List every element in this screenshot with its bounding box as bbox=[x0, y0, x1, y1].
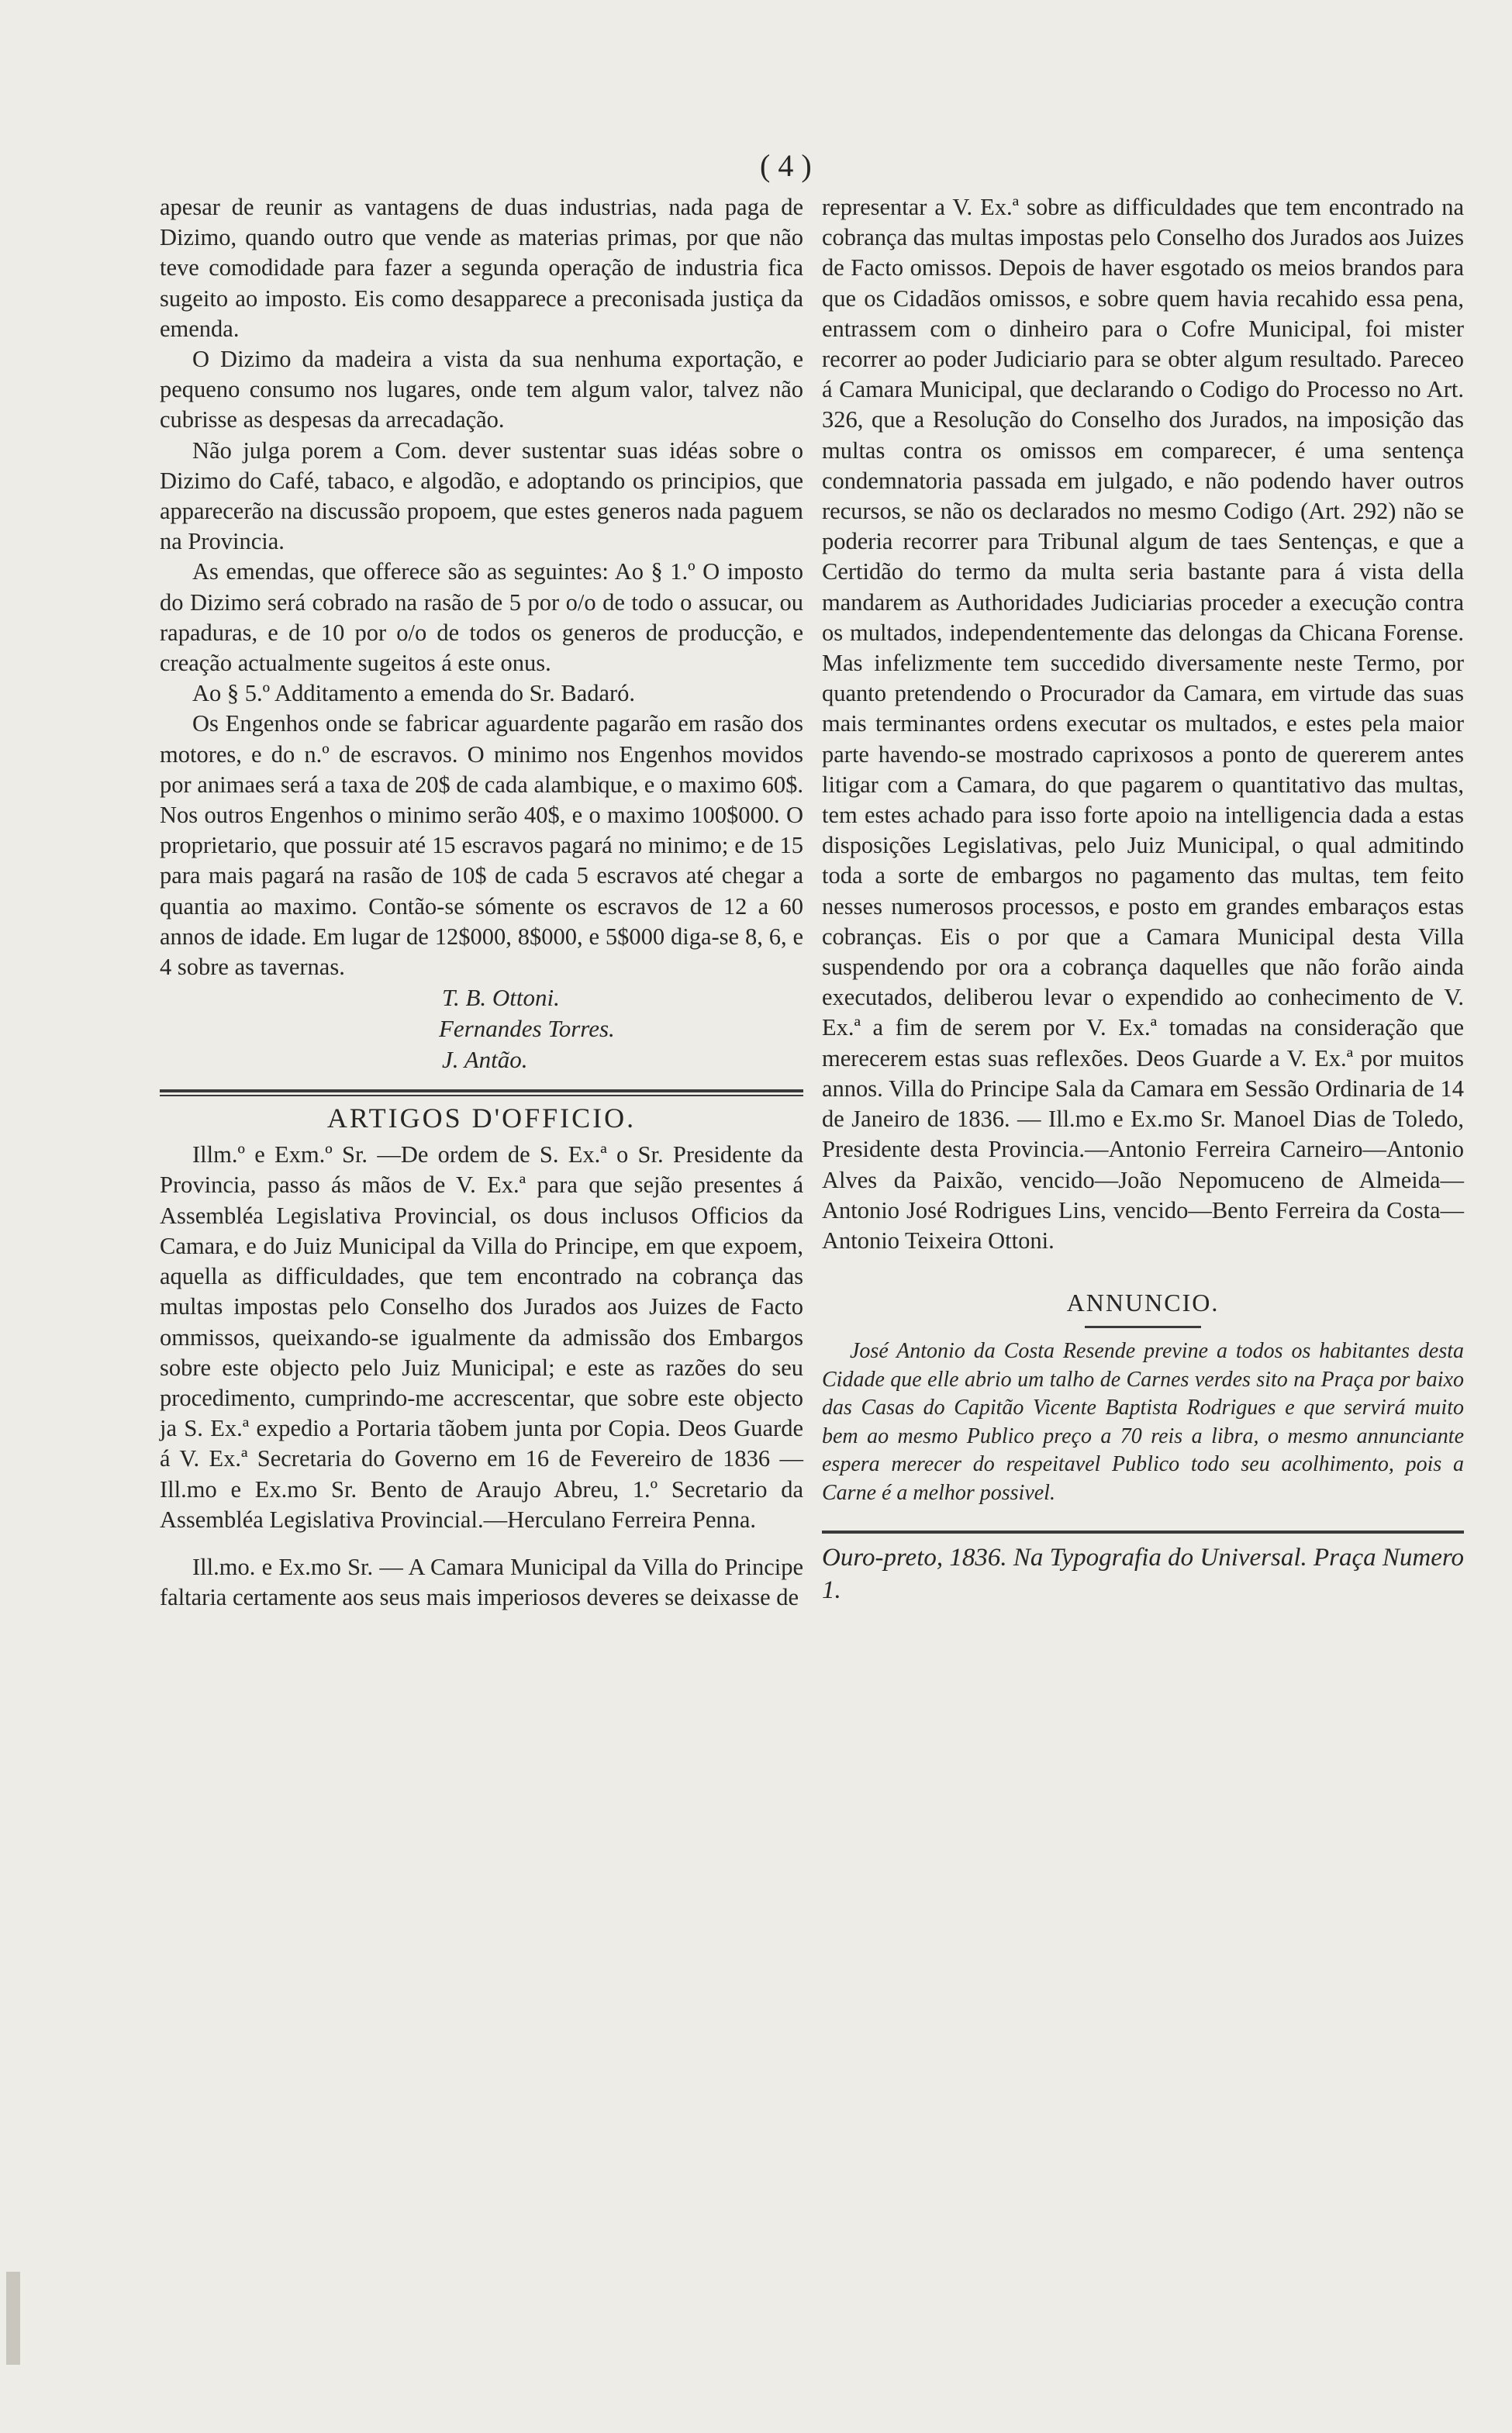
paragraph: apesar de reunir as vantagens de duas industrias, nada paga de Dizimo, quando outro que vende as materias primas, por que não teve comodidade para fazer a segunda operação de industria fica sugeito ao imposto. Eis como desapparece a preconisada justiça da emenda. bbox=[160, 194, 803, 342]
section-heading: ARTIGOS D'OFFICIO. bbox=[326, 1103, 637, 1134]
paragraph: Os Engenhos onde se fabricar aguardente pagarão em rasão dos motores, e do n.º de escravos. O minimo nos Engenhos movidos por animaes será a taxa de 20$ de cada alambique, e o maximo 60$. Nos outros Engenhos o minimo serão 40$, e o maximo 100$000. O proprietario, que possuir até 15 escravos pagará no minimo; e de 15 para mais pagará na rasão de 10$ de cada 5 escravos até chegar a quantia ao maximo. Contão-se sómente os escravos de 12 a 60 annos de idade. Em lugar de 12$000, 8$000, e 5$000 diga-se 8, 6, e 4 sobre as tavernas. bbox=[160, 710, 803, 981]
right-column bbox=[822, 192, 1464, 1606]
heading-rule bbox=[1085, 1326, 1201, 1328]
colophon: Ouro-preto, 1836. Na Typografia do Universal. Praça Numero 1. bbox=[822, 1531, 1464, 1606]
page-edge-stain bbox=[6, 2272, 20, 2365]
paragraph: Ao § 5.º Additamento a emenda do Sr. Badaró. bbox=[192, 680, 636, 707]
paragraph: Ill.mo. e Ex.mo Sr. — A Camara Municipal da Villa do Principe faltaria certamente aos seus mais imperiosos deveres se deixasse de bbox=[160, 1553, 803, 1611]
page-number: ( 4 ) bbox=[760, 148, 812, 183]
signature: J. Antão. bbox=[442, 1046, 528, 1074]
paragraph: Não julga porem a Com. dever sustentar suas idéas sobre o Dizimo do Café, tabaco, e algodão, e adoptando os principios, que apparecerão na discussão propoem, que estes generos nada paguem na Provincia. bbox=[160, 437, 803, 555]
section-divider bbox=[160, 1089, 803, 1096]
paragraph: O Dizimo da madeira a vista da sua nenhuma exportação, e pequeno consumo nos lugares, onde tem algum valor, talvez não cubrisse as despesas da arrecadação. bbox=[160, 346, 803, 433]
left-column bbox=[160, 192, 803, 1613]
annuncio-heading: ANNUNCIO. bbox=[1066, 1289, 1220, 1317]
signature: Fernandes Torres. bbox=[439, 1015, 615, 1043]
announcement: José Antonio da Costa Resende previne a todos os habitantes desta Cidade que elle abrio um talho de Carnes verdes sito na Praça por baixo das Casas do Capitão Vicente Baptista Rodrigues e que servirá muito bem ao mesmo Publico preço a 70 reis a libra, o mesmo annunciante espera merecer do respeitavel Publico todo seu acolhimento, pois a Carne é a melhor possivel. bbox=[822, 1339, 1464, 1505]
paragraph: representar a V. Ex.ª sobre as difficuldades que tem encontrado na cobrança das multas impostas pelo Conselho dos Jurados aos Juizes de Facto omissos. Depois de haver esgotado os meios brandos para que os Cidadãos omissos, e sobre quem havia recahido essa pena, entrassem com o dinheiro para o Cofre Municipal, foi mister recorrer ao poder Judiciario para se obter algum resultado. Pareceo á Camara Municipal, que declarando o Codigo do Processo no Art. 326, que a Resolução do Conselho dos Jurados, na imposição das multas contra os omissos em comparecer, é uma sentença condemnatoria passada em julgado, e não podendo haver outros recursos, se não os declarados no mesmo Codigo (Art. 292) não se poderia recorrer para Tribunal algum de taes Sentenças, e que a Certidão do termo da multa seria bastante para á vista della mandarem as Authoridades Judiciarias proceder a execução contra os multados, independentemente das delongas da Chicana Forense. Mas infelizmente tem succedido diversamente neste Termo, por quanto pretendendo o Procurador da Camara, em virtude das suas mais terminantes ordens executar os multados, e estes pela maior parte havendo-se mostrado caprixosos a ponto de quererem antes litigar com a Camara, do que pagarem o quantitativo das multas, tem estes achado para isso forte apoio na intelligencia dada a estas disposições Legislativas, pelo Juiz Municipal, o qual admitindo toda a sorte de embargos no pagamento das multas, tem feito nesses numerosos processos, e posto em grandes embaraços estas cobranças. Eis o por que a Camara Municipal desta Villa suspendendo por ora a cobrança daquelles que não forão ainda executados, deliberou levar o expendido ao conhecimento de V. Ex.ª a fim de serem por V. Ex.ª tomadas na consideração que merecerem estas suas reflexões. Deos Guarde a V. Ex.ª por muitos annos. Villa do Principe Sala da Camara em Sessão Ordinaria de 14 de Janeiro de 1836. — Ill.mo e Ex.mo Sr. Manoel Dias de Toledo, Presidente desta Provincia.—Antonio Ferreira Carneiro—Antonio Alves da Paixão, vencido—João Nepomuceno de Almeida—Antonio José Rodrigues Lins, vencido—Bento Ferreira da Costa— Antonio Teixeira Ottoni. bbox=[822, 194, 1464, 1254]
paragraph: As emendas, que offerece são as seguintes: Ao § 1.º O imposto do Dizimo será cobrado na rasão de 5 por o/o de todo o assucar, ou rapaduras, e de 10 por o/o de todos os generos de producção, e creação actualmente sugeitos á este onus. bbox=[160, 558, 803, 677]
signature: T. B. Ottoni. bbox=[442, 984, 560, 1012]
paragraph: Illm.º e Exm.º Sr. —De ordem de S. Ex.ª o Sr. Presidente da Provincia, passo ás mãos de V. Ex.ª para que sejão presentes á Assembléa Legislativa Provincial, os dous inclusos Officios da Camara, e do Juiz Municipal da Villa do Principe, em que expoem, aquella as difficuldades, que tem encontrado na cobrança das multas impostas pelo Conselho dos Jurados aos Juizes de Facto ommissos, queixando-se igualmente da admissão dos Embargos sobre este objecto pelo Juiz Municipal; e este as razões do seu procedimento, cumprindo-me accrescentar, que sobre este objecto ja S. Ex.ª expedio a Portaria tãobem junta por Copia. Deos Guarde á V. Ex.ª Secretaria do Governo em 16 de Fevereiro de 1836 —Ill.mo e Ex.mo Sr. Bento de Araujo Abreu, 1.º Secretario da Assembléa Legislativa Provincial.—Herculano Ferreira Penna. bbox=[160, 1141, 803, 1533]
